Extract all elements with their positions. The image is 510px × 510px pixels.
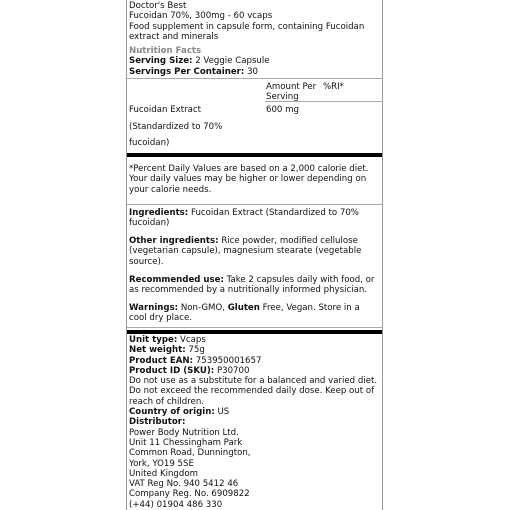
product-sku: [129, 366, 380, 376]
recommended-use-value: Take 2 capsules daily with food, or as recommended by a nutritionally informed physician.: [129, 275, 375, 296]
product-sku-value: P30700: [216, 365, 250, 376]
unit-type-label: Unit type:: [129, 335, 178, 345]
country-of-origin: [129, 407, 380, 417]
divider: [127, 327, 382, 328]
column-header-amount: Amount Per Serving: [266, 82, 317, 103]
address-line: Unit 11 Chessingham Park: [129, 437, 243, 448]
divider: [127, 78, 382, 79]
nutrition-facts-title: Nutrition Facts: [129, 46, 202, 56]
nutrient-row-name-1: Fucoidan Extract: [129, 105, 201, 115]
nutrient-row-amount: 600 mg: [266, 105, 299, 115]
warnings-gluten: Gluten: [227, 303, 260, 313]
serving-size-value: 2 Veggie Capsule: [195, 56, 270, 67]
address-line: (+44) 01904 486 330: [129, 499, 223, 510]
warnings-pre: Non-GMO,: [180, 303, 225, 313]
warnings-label: Warnings:: [129, 303, 179, 313]
unit-type: [129, 335, 380, 345]
net-weight-label: Net weight:: [129, 345, 186, 356]
address-line: Power Body Nutrition Ltd.: [129, 427, 239, 438]
address-line: United Kingdom: [129, 468, 198, 479]
address-line: Common Road, Dunnington,: [129, 448, 251, 459]
product-details: [129, 335, 380, 510]
column-header-ri: %RI*: [323, 82, 344, 92]
product-ean: [129, 356, 380, 366]
recommended-use: [129, 275, 380, 296]
thick-divider: [127, 330, 382, 334]
country-of-origin-value: US: [217, 407, 230, 418]
other-ingredients-label: Other ingredients:: [129, 236, 219, 246]
ingredients-value: Fucoidan Extract (Standardized to 70% fucoidan): [129, 208, 359, 229]
ingredients-label: Ingredients:: [129, 208, 189, 218]
divider: [127, 204, 382, 205]
servings-per-container: [129, 67, 380, 77]
thick-divider: [127, 153, 382, 157]
serving-size: [129, 56, 380, 66]
product-sku-label: Product ID (SKU):: [129, 365, 215, 376]
warnings: [129, 303, 380, 324]
product-ean-value: 753950001657: [195, 355, 262, 366]
net-weight-value: 75g: [188, 345, 205, 356]
product-description: Food supplement in capsule form, containing Fucoidan extract and minerals: [129, 21, 365, 42]
product-header: [129, 1, 380, 42]
nutrient-row-name-3: fucoidan): [129, 138, 170, 148]
divider: [265, 101, 382, 102]
unit-type-value: Vcaps: [180, 335, 206, 345]
product-name: Fucoidan 70%, 300mg - 60 vcaps: [129, 11, 273, 22]
net-weight: [129, 345, 380, 355]
product-ean-label: Product EAN:: [129, 355, 194, 366]
servings-value: 30: [247, 66, 259, 77]
disclaimer: Do not use as a substitute for a balanced and varied diet. Do not exceed the recommended daily dose. Keep out of reach of children.: [129, 376, 378, 407]
address-line: Company Reg. No. 6909822: [129, 489, 250, 500]
nutrition-facts: [129, 46, 380, 77]
distributor-label: Distributor:: [129, 417, 186, 428]
address-line: York, YO19 5SE: [129, 458, 194, 469]
label-panel: [126, 0, 383, 510]
country-of-origin-label: Country of origin:: [129, 407, 215, 418]
other-ingredients: [129, 236, 380, 267]
brand-name: Doctor's Best: [129, 1, 187, 11]
ingredients: [129, 208, 380, 229]
address-line: VAT Reg No. 940 5412 46: [129, 479, 239, 490]
footnote: *Percent Daily Values are based on a 2,000 calorie diet. Your daily values may be higher or lower depending on your calorie needs.: [129, 164, 369, 195]
other-ingredients-value: Rice powder, modified cellulose (vegetarian capsule), magnesium stearate (vegetable source).: [129, 236, 362, 267]
recommended-use-label: Recommended use:: [129, 275, 224, 285]
serving-size-label: Serving Size:: [129, 56, 193, 67]
nutrient-row-name-2: (Standardized to 70%: [129, 122, 223, 132]
servings-label: Servings Per Container:: [129, 66, 245, 77]
warnings-post: Free, Vegan. Store in a cool dry place.: [129, 303, 360, 324]
